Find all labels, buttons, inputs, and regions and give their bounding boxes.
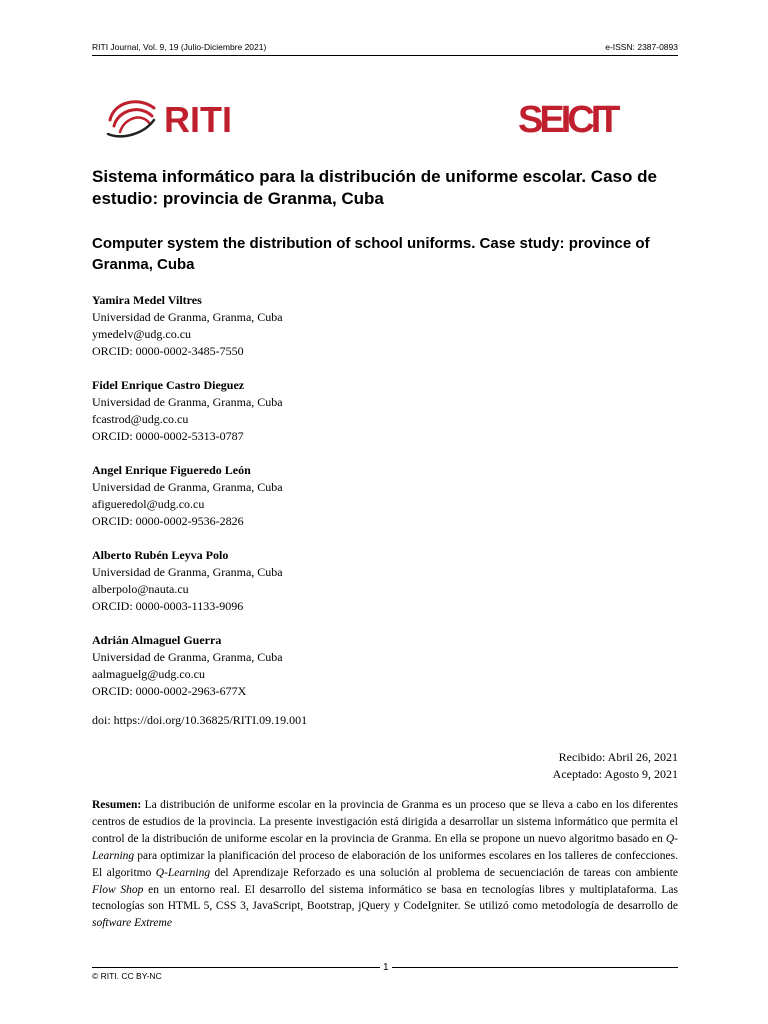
author-affiliation: Universidad de Granma, Granma, Cuba — [92, 310, 283, 324]
author-block — [92, 462, 492, 530]
abstract-text: del Aprendizaje Reforzado es una solución al problema de secuenciación de tareas con ambiente — [210, 866, 678, 879]
author-orcid: ORCID: 0000-0002-9536-2826 — [92, 514, 244, 528]
abstract-text: para optimizar la planificación del proceso de elaboración de los uniformes escolares en los talleres de confecciones. El algoritmo — [92, 849, 678, 879]
author-orcid: ORCID: 0000-0002-5313-0787 — [92, 429, 244, 443]
journal-info: RITI Journal, Vol. 9, 19 (Julio-Diciembre 2021) — [92, 42, 267, 52]
received-date: Recibido: Abril 26, 2021 — [558, 750, 678, 764]
author-affiliation: Universidad de Granma, Granma, Cuba — [92, 565, 283, 579]
license: © RITI. CC BY-NC — [92, 971, 162, 981]
author-affiliation: Universidad de Granma, Granma, Cuba — [92, 480, 283, 494]
author-orcid: ORCID: 0000-0002-2963-677X — [92, 684, 247, 698]
abstract-text: en un entorno real. El desarrollo del sistema informático se basa en tecnologías libres y multiplataforma. Las tecnologías son HTML 5, CSS 3, JavaScript, Bootstrap, jQuery y CodeIgniter. Se utilizó como metodología de desarrollo de — [92, 883, 679, 913]
author-email: ymedelv@udg.co.cu — [92, 327, 192, 341]
abstract-text: La distribución de uniforme escolar en la provincia de Granma es un proceso que se lleva a cabo en los diferentes centros de estudios de la provincia. La presente investigación está dirigida a desarrollar un sistema informático que permita el control de la distribución de uniforme escolar en la provincia de Granma. En ella se propone un nuevo algoritmo basado en — [92, 799, 678, 845]
author-affiliation: Universidad de Granma, Granma, Cuba — [92, 650, 283, 664]
abstract-emphasis: Q-Learning — [92, 832, 678, 862]
author-block — [92, 377, 492, 445]
author-list — [92, 292, 492, 717]
abstract-emphasis: software Extreme — [92, 917, 172, 930]
title-english: Computer system the distribution of school uniforms. Case study: province of Granma, Cuba — [92, 235, 650, 273]
author-email: afigueredol@udg.co.cu — [92, 497, 205, 511]
abstract-emphasis: Flow Shop — [92, 883, 144, 896]
author-block — [92, 547, 492, 615]
issn: e-ISSN: 2387-0893 — [605, 42, 678, 52]
author-orcid: ORCID: 0000-0002-3485-7550 — [92, 344, 244, 358]
author-orcid: ORCID: 0000-0003-1133-9096 — [92, 599, 244, 613]
author-name: Alberto Rubén Leyva Polo — [92, 548, 229, 562]
author-email: fcastrod@udg.co.cu — [92, 412, 189, 426]
author-name: Angel Enrique Figueredo León — [92, 463, 251, 477]
author-email: alberpolo@nauta.cu — [92, 582, 189, 596]
title-spanish: Sistema informático para la distribución de uniforme escolar. Caso de estudio: provincia de Granma, Cuba — [92, 167, 657, 208]
author-block — [92, 292, 492, 360]
author-affiliation: Universidad de Granma, Granma, Cuba — [92, 395, 283, 409]
seicit-logo — [518, 96, 648, 136]
abstract-emphasis: Q-Learning — [155, 866, 211, 879]
submission-dates — [553, 749, 678, 783]
page-number: 1 — [380, 962, 392, 973]
accepted-date: Aceptado: Agosto 9, 2021 — [552, 767, 678, 781]
seicit-logo-text: SEICIT — [518, 99, 617, 136]
author-name: Adrián Almaguel Guerra — [92, 633, 222, 647]
abstract — [92, 797, 678, 932]
author-name: Yamira Medel Viltres — [92, 293, 202, 307]
running-header — [92, 42, 678, 56]
riti-logo — [104, 90, 264, 140]
abstract-label: Resumen: — [92, 799, 142, 811]
author-block — [92, 632, 492, 700]
riti-logo-text: RITI — [164, 99, 232, 140]
doi: doi: https://doi.org/10.36825/RITI.09.19.001 — [92, 713, 308, 727]
author-name: Fidel Enrique Castro Dieguez — [92, 378, 245, 392]
author-email: aalmaguelg@udg.co.cu — [92, 667, 206, 681]
